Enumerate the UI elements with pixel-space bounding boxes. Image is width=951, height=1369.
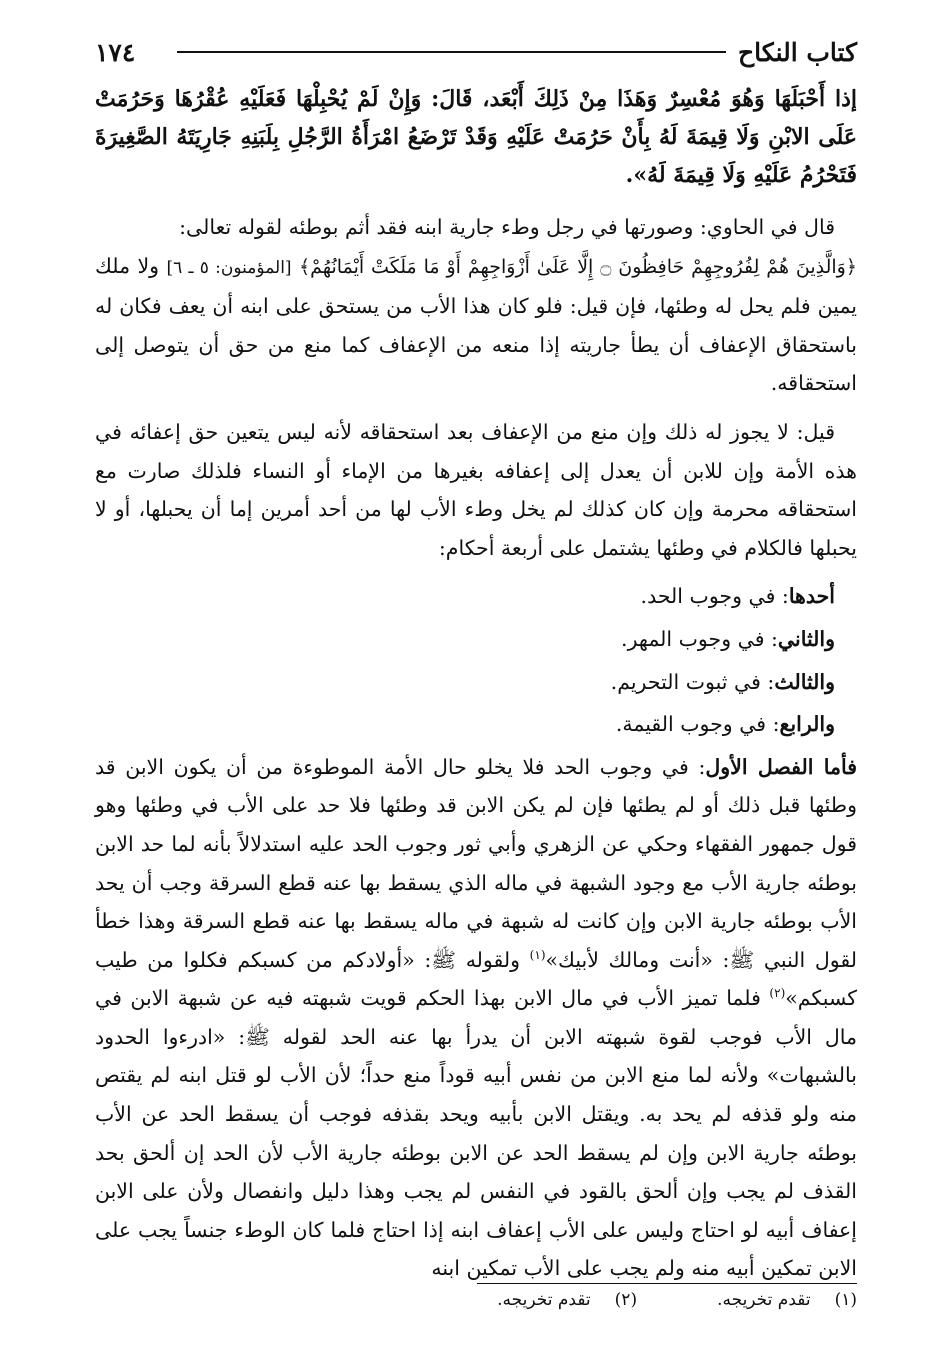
list-item-lead: أحدها <box>788 584 835 609</box>
paragraph-3-text-b: ولقوله ﷺ: «أولادكم من كسبكم فكلوا من طيب كسبكم» <box>95 947 857 1011</box>
book-title: كتاب النكاح <box>738 37 857 67</box>
hadith-quote: إذا أَحْبَلَهَا وَهُوَ مُعْسِرٌ وَهَذَا مِنْ ذَلِكَ أَبْعَد، قَالَ: وَإِنْ لَمْ يُحْبِلْهَا فَعَلَيْهِ عُقْرُهَا وَحَرُمَتْ عَلَى الابْنِ وَلَا قِيمَةَ لَهُ بِأَنْ حَرُمَتْ عَلَيْهِ وَقَدْ تَرْضَعُ امْرَأَةُ الرَّجُلِ بِلَبَنِهِ جَارِيَتَهُ الصَّغِيرَةَ فَتَحْرُمُ عَلَيْهِ وَلَا قِيمَةَ لَهُ». <box>95 86 857 188</box>
footnote-ref-1[interactable]: (١) <box>529 947 546 962</box>
paragraph-3 <box>95 748 857 1288</box>
footnote <box>717 1290 857 1310</box>
paragraph-3-text-c: فلما تميز الأب في مال الابن بهذا الحكم قويت شبهته فيه عن شبهة الابن في مال الأب فوجب لقوة شبهته الابن أن يدرأ بها عنه الحد لقوله ﷺ: «ادرءوا الحدود بالشبهات» ولأنه لما منع الابن من نفس أبيه قوداً منع حداً؛ لأن الأب لو قتل ابنه لم يقتص منه ولو قذفه لم يحد به. ويقتل الابن بأبيه ويحد بقذفه فوجب أن يسقط الحد عن الأب بوطئه جارية الابن وإن لم يسقط الحد عن الابن بوطئه جارية الأب لأن الحد إن ألحق بحد القذف لم يجب وإن ألحق بالقود في النفس لم يجب وهذا دليل وانفصال ولأن على الابن إعفاف أبيه لو احتاج وليس على الأب إعفاف ابنه إذا احتاج فلما كان الوطء جنساً يجب على الابن تمكين أبيه منه ولم يجب على الأب تمكين ابنه <box>95 986 857 1281</box>
list-item <box>95 705 857 744</box>
page-number: ١٧٤ <box>95 37 136 67</box>
list-item-text: : في وجوب الحد. <box>640 584 789 609</box>
list-item-lead: والثاني <box>777 626 835 651</box>
body-text <box>95 80 857 1298</box>
paragraph-1 <box>95 208 857 403</box>
footnote <box>497 1290 637 1310</box>
paragraph-1-text-a: قال في الحاوي: وصورتها في رجل وطء جارية ابنه فقد أثم بوطئه لقوله تعالى: <box>179 215 835 239</box>
list-item <box>95 577 857 616</box>
footnote-number: (١) <box>834 1290 857 1310</box>
quran-verse: ﴿وَالَّذِينَ هُمْ لِفُرُوجِهِمْ حَافِظُونَ ۝ إِلَّا عَلَىٰ أَزْوَاجِهِمْ أَوْ مَا مَلَكَتْ أَيْمَانُهُمْ﴾ <box>298 255 857 278</box>
list-item-text: : في وجوب المهر. <box>621 626 778 651</box>
list-item <box>95 620 857 659</box>
list-item-text: : في وجوب القيمة. <box>615 712 780 737</box>
footnotes <box>95 1290 857 1310</box>
quran-citation: [المؤمنون: ٥ ـ ٦] <box>166 257 292 278</box>
footnote-ref-2[interactable]: (٢) <box>769 986 786 1001</box>
footnote-rule <box>477 1283 857 1284</box>
footnote-text: تقدم تخريجه. <box>717 1290 811 1310</box>
footnote-text: تقدم تخريجه. <box>497 1290 591 1310</box>
list-item-text: : في ثبوت التحريم. <box>610 669 775 694</box>
footnote-number: (٢) <box>614 1290 638 1310</box>
paragraph-1-text-b: ولا ملك يمين فلم يحل له وطئها، فإن قيل: فلو كان هذا الأب من يستحق على ابنه أن يعف فكان له باستحقاق الإعفاف أن يطأ جاريته إذا منعه من الإعفاف كما منع من حق أن يتوصل إلى استحقاقه. <box>95 253 857 396</box>
paragraph-2: قيل: لا يجوز له ذلك وإن منع من الإعفاف بعد استحقاقه لأنه ليس يتعين حق إعفائه في هذه الأمة وإن للابن أن يعدل إلى إعفافه بغيرها من الإماء أو النساء فلذلك صارت مع استحقاقه محرمة وإن كان كذلك لم يخل وطء الأب لها من أحد أمرين إما أن يحبلها، أو لا يحبلها فالكلام في وطئها يشتمل على أربعة أحكام: <box>95 419 857 560</box>
list-item <box>95 663 857 702</box>
page-header <box>95 30 857 74</box>
list-item-lead: والثالث <box>774 669 835 694</box>
section-lead: فأما الفصل الأول <box>705 754 858 779</box>
paragraph-3-text-a: : في وجوب الحد فلا يخلو حال الأمة الموطوءة من أن يكون الابن قد وطئها قبل ذلك أو لم يطئها فإن لم يكن الابن قد وطئها فلا حد على الأب في وطئها وهو قول جمهور الفقهاء وحكي عن الزهري وأبي ثور وجوب الحد عليه استدلالاً بأنه لما حد الابن بوطئه جارية الأب مع وجود الشبهة في ماله الذي يسقط بها عنه قطع السرقة وجب أن يحد الأب بوطئه جارية الابن وإن كانت له شبهة في ماله يسقط بها عنه قطع السرقة وهذا خطأ لقول النبي ﷺ: «أنت ومالك لأبيك» <box>95 754 857 972</box>
list-item-lead: والرابع <box>779 712 835 737</box>
header-rule <box>177 51 726 53</box>
